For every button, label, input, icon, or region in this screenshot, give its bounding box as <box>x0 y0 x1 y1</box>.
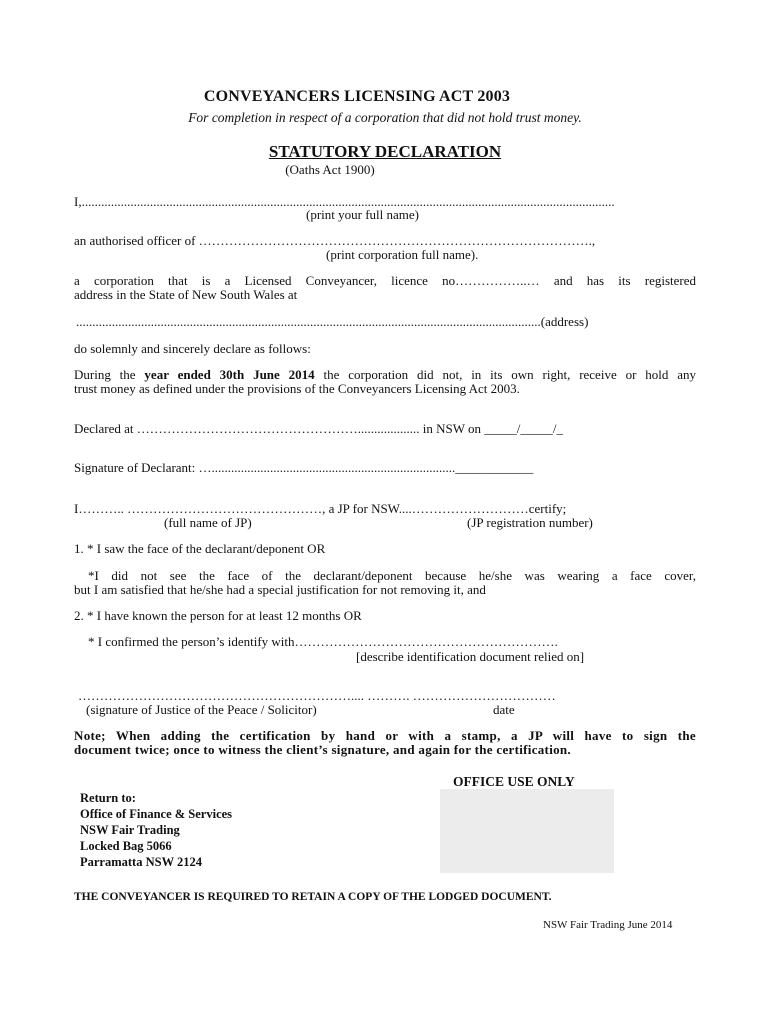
declaration-title: STATUTORY DECLARATION <box>268 142 502 161</box>
note-line1: Note; When adding the certification by hand or with a stamp, a JP will have to sign the <box>74 728 696 743</box>
form-subtitle: For completion in respect of a corporation that did not hold trust money. <box>188 110 582 125</box>
declarant-name-hint: (print your full name) <box>306 207 419 222</box>
jp-registration-hint: (JP registration number) <box>467 515 593 530</box>
jp-signature-hint: (signature of Justice of the Peace / Solicitor) <box>86 702 317 717</box>
during-prefix: During the <box>74 367 145 382</box>
during-statement <box>74 367 696 382</box>
during-statement-line2: trust money as defined under the provisions of the Conveyancers Licensing Act 2003. <box>74 381 520 396</box>
address-intro: address in the State of New South Wales at <box>74 287 298 302</box>
footer-credit: NSW Fair Trading June 2014 <box>543 919 673 931</box>
item-1b-line1: *I did not see the face of the declarant/deponent because he/she was wearing a face cover, <box>88 568 696 583</box>
jp-name-hint: (full name of JP) <box>164 515 252 530</box>
item-1b-line2: but I am satisfied that he/she had a special justification for not removing it, and <box>74 582 486 597</box>
authorised-officer-line[interactable]: an authorised officer of ………………………………………………………………………………., <box>74 233 596 248</box>
item-1: 1. * I saw the face of the declarant/deponent OR <box>74 541 326 556</box>
oaths-act-reference: (Oaths Act 1900) <box>285 162 375 177</box>
return-line: Return to: <box>80 791 136 805</box>
date-hint: date <box>493 702 515 717</box>
declarant-name-line[interactable]: I,.................................................................................................................................................................... <box>74 194 615 209</box>
item-2: 2. * I have known the person for at least 12 months OR <box>74 608 362 623</box>
note-line2: document twice; once to witness the client’s signature, and again for the certification. <box>74 742 571 757</box>
form-title: CONVEYANCERS LICENSING ACT 2003 <box>203 88 511 105</box>
return-line: Parramatta NSW 2124 <box>80 855 202 869</box>
return-line: Office of Finance & Services <box>80 807 233 821</box>
jp-signature-line[interactable]: ……………………………………………………….... ………. …………………………… <box>78 688 556 703</box>
office-use-label: OFFICE USE ONLY <box>453 774 575 789</box>
declare-statement: do solemnly and sincerely declare as follows: <box>74 341 311 356</box>
retain-copy-notice: THE CONVEYANCER IS REQUIRED TO RETAIN A COPY OF THE LODGED DOCUMENT. <box>74 891 552 903</box>
identification-hint: [describe identification document relied on] <box>356 649 585 664</box>
return-line: Locked Bag 5066 <box>80 839 172 853</box>
corporation-name-hint: (print corporation full name). <box>326 247 479 262</box>
jp-certify-line[interactable]: I……….. ………………………………………, a JP for NSW....………………………certify; <box>74 501 567 516</box>
office-use-box <box>440 789 614 873</box>
item-2b[interactable]: * I confirmed the person’s identify with……………………………………………………. <box>88 634 558 649</box>
year-ended: year ended 30th June 2014 <box>144 367 315 382</box>
declarant-signature-line[interactable]: Signature of Declarant: …...........................................................................____________ <box>74 460 534 475</box>
during-suffix: the corporation did not, in its own right, receive or hold any <box>314 367 696 382</box>
return-address <box>80 790 232 870</box>
address-line[interactable]: ...............................................................................................................................................(address) <box>76 314 589 329</box>
licence-number-line[interactable]: a corporation that is a Licensed Conveyancer, licence no……………..… and has its registered <box>74 273 696 288</box>
return-line: NSW Fair Trading <box>80 823 180 837</box>
declared-at-line[interactable]: Declared at ……………………………………………................... in NSW on _____/_____/_ <box>74 421 564 436</box>
